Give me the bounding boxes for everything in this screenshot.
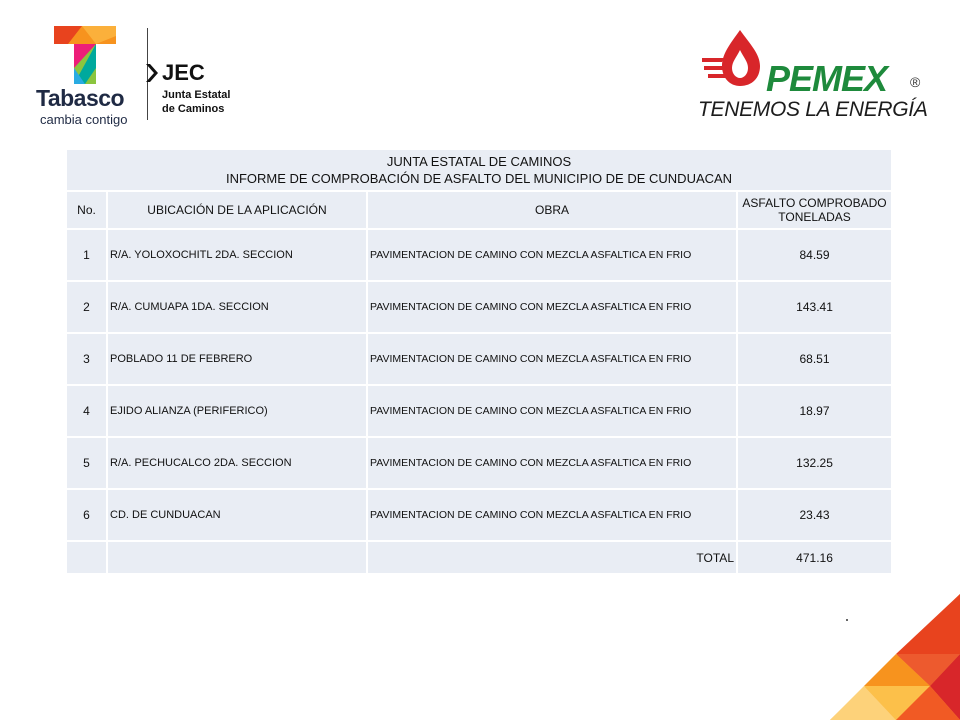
col-header-no: No.	[67, 192, 108, 230]
row-no: 5	[67, 438, 108, 490]
total-empty-cell	[108, 542, 368, 575]
jec-abbr: JEC	[162, 60, 205, 85]
total-row	[67, 542, 893, 575]
row-tons: 132.25	[738, 438, 893, 490]
row-no: 1	[67, 230, 108, 282]
jec-line1: Junta Estatal	[162, 89, 231, 101]
tabasco-t-icon	[52, 24, 118, 86]
decorative-triangles	[830, 594, 960, 720]
row-work: PAVIMENTACION DE CAMINO CON MEZCLA ASFALTICA EN FRIO	[368, 230, 738, 282]
col-header-asphalt-line1: ASFALTO COMPROBADO	[742, 196, 887, 210]
table-row	[67, 438, 893, 490]
pemex-logo	[696, 28, 936, 128]
row-location: R/A. PECHUCALCO 2DA. SECCION	[108, 438, 368, 490]
row-tons: 23.43	[738, 490, 893, 542]
total-empty-cell	[67, 542, 108, 575]
tabasco-name: Tabasco	[36, 85, 125, 111]
row-work: PAVIMENTACION DE CAMINO CON MEZCLA ASFALTICA EN FRIO	[368, 282, 738, 334]
row-tons: 18.97	[738, 386, 893, 438]
report-title-line2: INFORME DE COMPROBACIÓN DE ASFALTO DEL MUNICIPIO DE DE CUNDUACAN	[225, 171, 733, 186]
pemex-eagle-flame-icon	[700, 28, 766, 92]
row-location: CD. DE CUNDUACAN	[108, 490, 368, 542]
col-header-location: UBICACIÓN DE LA APLICACIÓN	[108, 192, 368, 230]
row-location: POBLADO 11 DE FEBRERO	[108, 334, 368, 386]
row-tons: 68.51	[738, 334, 893, 386]
report-title-line1: JUNTA ESTATAL DE CAMINOS	[386, 154, 572, 169]
col-header-work: OBRA	[368, 192, 738, 230]
total-value: 471.16	[738, 542, 893, 575]
table-row	[67, 490, 893, 542]
row-no: 4	[67, 386, 108, 438]
row-work: PAVIMENTACION DE CAMINO CON MEZCLA ASFALTICA EN FRIO	[368, 386, 738, 438]
total-label: TOTAL	[368, 542, 738, 575]
row-tons: 143.41	[738, 282, 893, 334]
table-row	[67, 386, 893, 438]
row-work: PAVIMENTACION DE CAMINO CON MEZCLA ASFALTICA EN FRIO	[368, 438, 738, 490]
row-no: 3	[67, 334, 108, 386]
row-location: R/A. YOLOXOCHITL 2DA. SECCION	[108, 230, 368, 282]
row-no: 2	[67, 282, 108, 334]
row-work: PAVIMENTACION DE CAMINO CON MEZCLA ASFALTICA EN FRIO	[368, 334, 738, 386]
row-no: 6	[67, 490, 108, 542]
row-location: R/A. CUMUAPA 1DA. SECCION	[108, 282, 368, 334]
table-row	[67, 230, 893, 282]
col-header-asphalt-line2: TONELADAS	[778, 210, 851, 224]
tabasco-slogan: cambia contigo	[40, 112, 128, 127]
row-tons: 84.59	[738, 230, 893, 282]
registered-mark: ®	[910, 74, 921, 90]
report-title	[67, 150, 893, 192]
title-row	[67, 150, 893, 192]
jec-line2: de Caminos	[162, 103, 225, 115]
row-location: EJIDO ALIANZA (PERIFERICO)	[108, 386, 368, 438]
report-table	[67, 150, 893, 575]
header-row	[67, 192, 893, 230]
pemex-slogan: TENEMOS LA ENERGÍA	[698, 98, 928, 121]
row-work: PAVIMENTACION DE CAMINO CON MEZCLA ASFALTICA EN FRIO	[368, 490, 738, 542]
chevron-right-icon	[146, 64, 158, 82]
col-header-asphalt	[738, 192, 893, 230]
table-row	[67, 282, 893, 334]
tabasco-logo	[30, 24, 150, 127]
table-row	[67, 334, 893, 386]
pemex-wordmark: PEMEX	[766, 58, 888, 99]
